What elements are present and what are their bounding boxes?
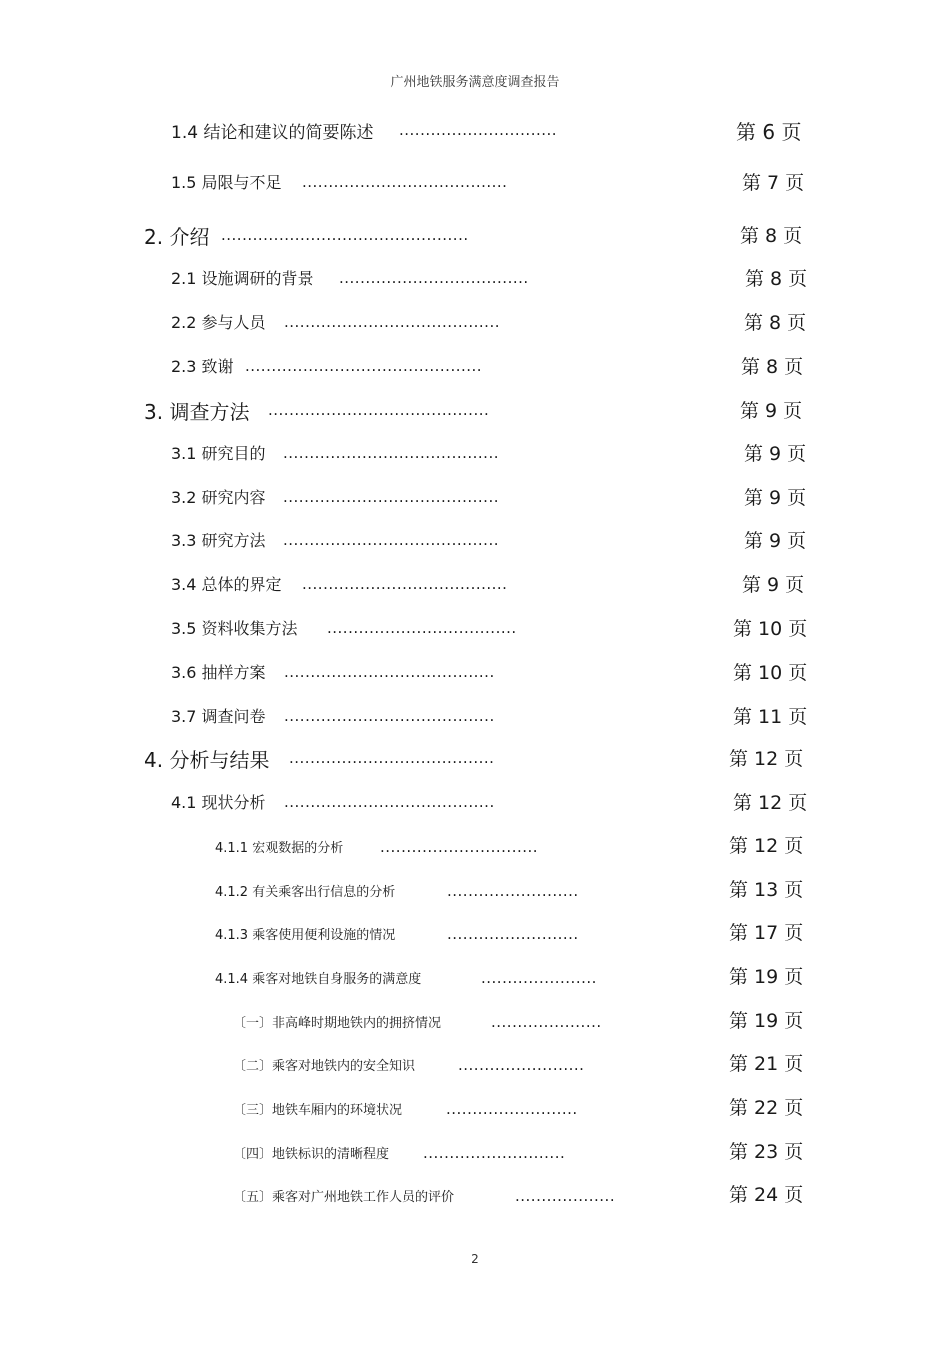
toc-entry[interactable] [0, 660, 950, 690]
toc-entry-page: 第 24 页 [729, 1184, 804, 1206]
toc-entry-label: 3.3 研究方法 [171, 531, 266, 550]
toc-entry[interactable] [0, 1141, 950, 1171]
toc-entry[interactable] [0, 572, 950, 602]
toc-entry[interactable] [0, 1053, 950, 1083]
toc-entry-leader: ......................................... [283, 531, 499, 549]
toc-entry-label: 3.4 总体的界定 [171, 575, 282, 594]
toc-entry-label: 4.1.1 宏观数据的分析 [215, 841, 344, 856]
toc-entry[interactable] [0, 744, 950, 774]
toc-entry-label: 2.3 致谢 [171, 357, 234, 376]
toc-entry[interactable] [0, 790, 950, 820]
toc-entry[interactable] [0, 221, 950, 251]
toc-entry-page: 第 12 页 [729, 748, 804, 770]
toc-entry-page: 第 13 页 [729, 879, 804, 901]
toc-entry-label: 〔一〕非高峰时期地铁内的拥挤情况 [233, 1016, 442, 1031]
toc-entry-leader: ...................... [481, 969, 597, 987]
toc-entry-page: 第 19 页 [729, 966, 804, 988]
toc-entry[interactable] [0, 879, 950, 909]
toc-entry-label: 3.2 研究内容 [171, 488, 266, 507]
toc-entry-label: 4.1 现状分析 [171, 793, 266, 812]
toc-entry-page: 第 9 页 [740, 400, 803, 422]
toc-entry[interactable] [0, 704, 950, 734]
page-header-title: 广州地铁服务满意度调查报告 [390, 75, 560, 90]
toc-entry-leader: ........................................ [284, 793, 495, 811]
toc-entry-leader: ........................................ [284, 663, 495, 681]
toc-entry-page: 第 12 页 [733, 792, 808, 814]
toc-entry-leader: ......................................... [283, 488, 499, 506]
toc-entry[interactable] [0, 835, 950, 865]
toc-entry-label: 1.4 结论和建议的简要陈述 [171, 123, 374, 143]
toc-entry-label: 〔二〕乘客对地铁内的安全知识 [233, 1059, 416, 1074]
toc-entry-label: 2.2 参与人员 [171, 313, 266, 332]
toc-entry-leader: ......................... [446, 1100, 578, 1118]
toc-entry-label: 1.5 局限与不足 [171, 173, 282, 192]
toc-entry-page: 第 9 页 [744, 443, 807, 465]
toc-entry-label: 4.1.3 乘客使用便利设施的情况 [215, 928, 396, 943]
toc-entry-label: 2. 介绍 [144, 225, 210, 249]
toc-entry-page: 第 10 页 [733, 618, 808, 640]
toc-entry-leader: ......................................... [284, 313, 500, 331]
toc-entry[interactable] [0, 441, 950, 471]
toc-entry-leader: ..................... [491, 1013, 602, 1031]
toc-entry-page: 第 11 页 [733, 706, 808, 728]
toc-entry-label: 2.1 设施调研的背景 [171, 269, 314, 288]
toc-entry-leader: .............................. [399, 121, 558, 139]
toc-entry-leader: ................... [515, 1187, 616, 1205]
toc-entry-leader: .......................................... [268, 401, 490, 419]
toc-entry-page: 第 9 页 [744, 530, 807, 552]
toc-entry-leader: ........................ [458, 1056, 585, 1074]
toc-entry-leader: ........................................ [284, 707, 495, 725]
toc-entry-leader: ............................................. [245, 357, 483, 375]
toc-entry-page: 第 8 页 [740, 225, 803, 247]
toc-entry[interactable] [0, 1010, 950, 1040]
toc-entry-label: 3.6 抽样方案 [171, 663, 266, 682]
toc-entry-page: 第 8 页 [745, 268, 808, 290]
toc-entry-leader: ........................... [423, 1144, 566, 1162]
toc-entry-leader: ......................... [447, 925, 579, 943]
toc-entry[interactable] [0, 485, 950, 515]
toc-entry[interactable] [0, 266, 950, 296]
toc-entry[interactable] [0, 1097, 950, 1127]
toc-entry[interactable] [0, 1184, 950, 1214]
toc-entry-page: 第 7 页 [742, 172, 805, 194]
toc-entry-label: 〔四〕地铁标识的清晰程度 [233, 1147, 390, 1162]
toc-entry-page: 第 9 页 [742, 574, 805, 596]
toc-entry-leader: ....................................... [302, 575, 508, 593]
toc-entry-page: 第 17 页 [729, 922, 804, 944]
toc-entry-page: 第 6 页 [736, 120, 802, 144]
toc-entry-page: 第 8 页 [744, 312, 807, 334]
toc-entry-page: 第 9 页 [744, 487, 807, 509]
toc-entry-page: 第 10 页 [733, 662, 808, 684]
toc-entry-label: 3.1 研究目的 [171, 444, 266, 463]
toc-entry-page: 第 19 页 [729, 1010, 804, 1032]
toc-entry-label: 4.1.2 有关乘客出行信息的分析 [215, 885, 396, 900]
toc-entry[interactable] [0, 354, 950, 384]
toc-entry[interactable] [0, 118, 950, 148]
toc-entry[interactable] [0, 528, 950, 558]
toc-entry-label: 4.1.4 乘客对地铁自身服务的满意度 [215, 972, 422, 987]
page-number: 2 [471, 1252, 479, 1266]
toc-entry[interactable] [0, 310, 950, 340]
toc-entry-leader: ....................................... [289, 749, 495, 767]
toc-entry-page: 第 8 页 [741, 356, 804, 378]
toc-entry-leader: ....................................... [302, 173, 508, 191]
toc-entry-page: 第 12 页 [729, 835, 804, 857]
toc-entry-label: 3.7 调查问卷 [171, 707, 266, 726]
toc-entry-leader: ............................................... [221, 226, 469, 244]
toc-entry-label: 3.5 资料收集方法 [171, 619, 298, 638]
toc-entry-label: 〔三〕地铁车厢内的环境状况 [233, 1103, 403, 1118]
toc-entry-page: 第 22 页 [729, 1097, 804, 1119]
toc-entry[interactable] [0, 396, 950, 426]
toc-entry-leader: ......................................... [283, 444, 499, 462]
toc-entry-page: 第 23 页 [729, 1141, 804, 1163]
toc-entry[interactable] [0, 170, 950, 200]
toc-entry-label: 4. 分析与结果 [144, 748, 270, 772]
toc-entry-label: 〔五〕乘客对广州地铁工作人员的评价 [233, 1190, 455, 1205]
toc-entry-leader: .................................... [339, 269, 529, 287]
toc-entry-leader: .............................. [380, 838, 539, 856]
toc-entry-label: 3. 调查方法 [144, 400, 250, 424]
toc-entry[interactable] [0, 616, 950, 646]
toc-entry[interactable] [0, 966, 950, 996]
toc-entry-leader: ......................... [447, 882, 579, 900]
toc-entry-leader: .................................... [327, 619, 517, 637]
toc-entry-page: 第 21 页 [729, 1053, 804, 1075]
toc-entry[interactable] [0, 922, 950, 952]
